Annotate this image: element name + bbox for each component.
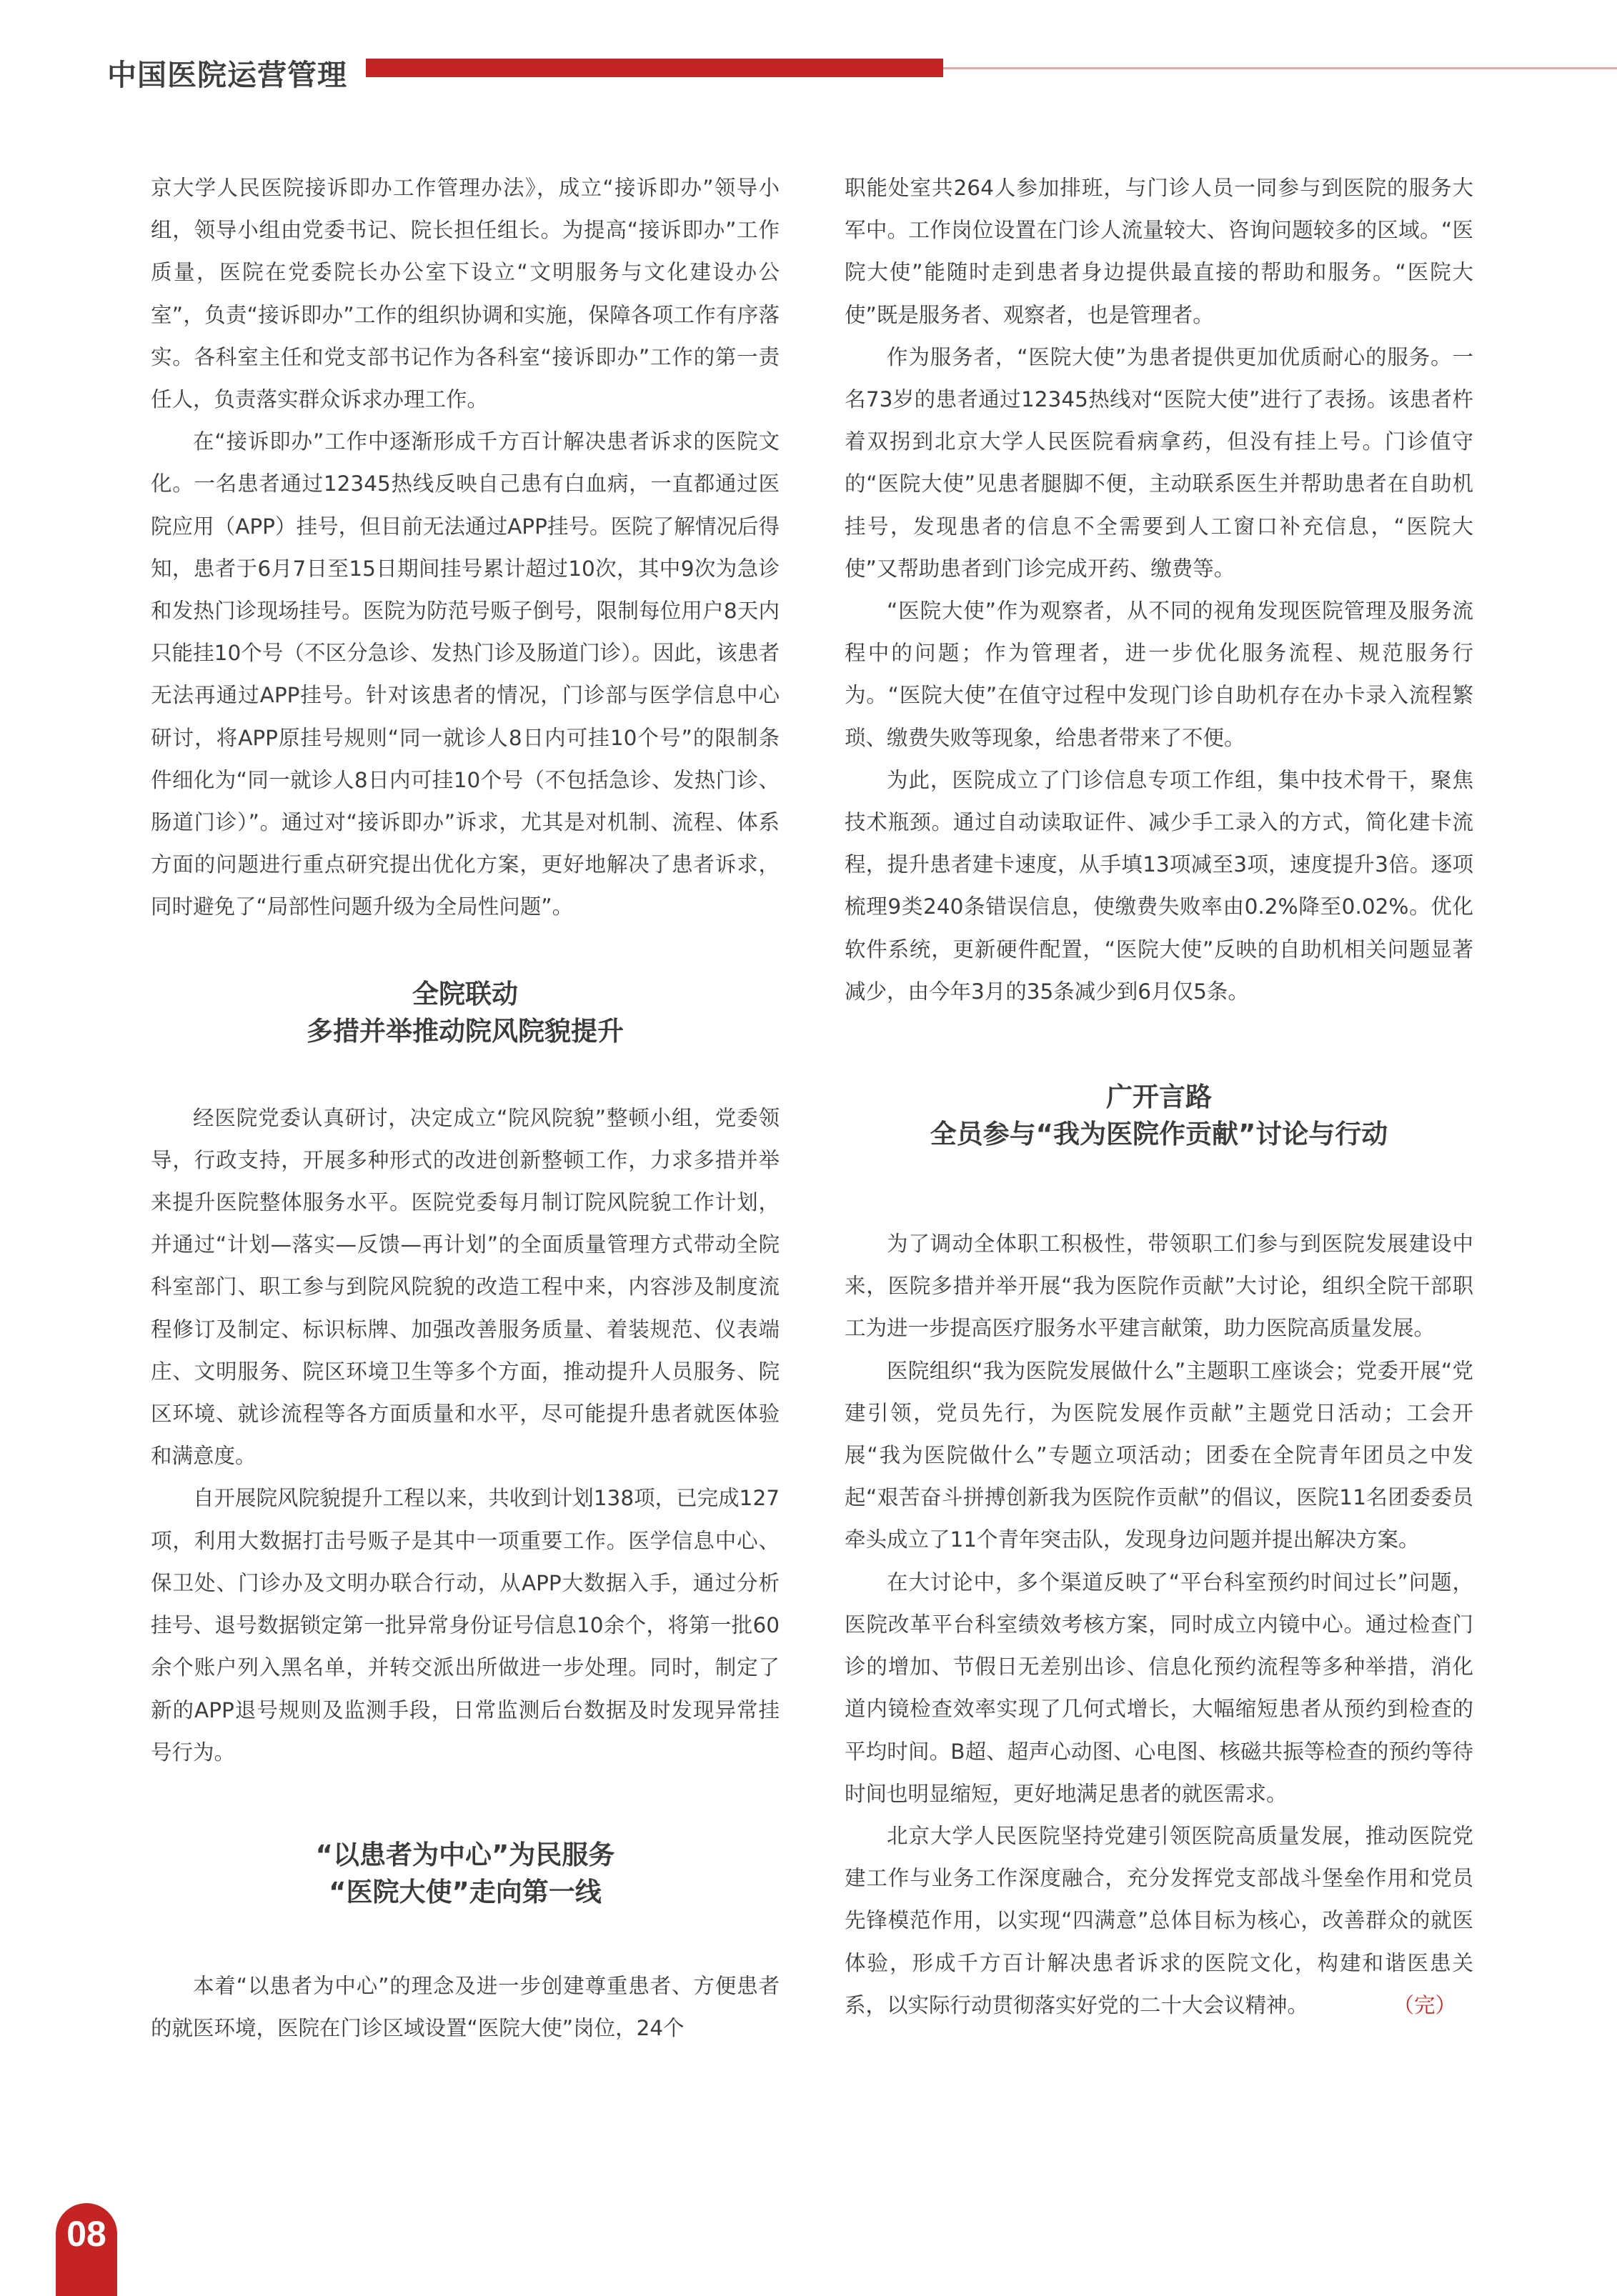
section-heading-line: 全员参与“我为医院作贡献”讨论与行动 — [930, 1119, 1388, 1150]
paragraph: 京大学人民医院接诉即办工作管理办法》，成立“接诉即办”领导小组，领导小组由党委书记、院长担任组长。为提高“接诉即办”工作质量，医院在党委院长办公室下设立“文明服务与文化建设办公室”，负责“接诉即办”工作的组织协调和实施，保障各项工作有序落实。各科室主任和党支部书记作为各科室“接诉即办”工作的第一责任人，负责落实群众诉求办理工作。 — [151, 176, 780, 412]
paragraph: 为此，医院成立了门诊信息专项工作组，集中技术骨干，聚焦技术瓶颈。通过自动读取证件、减少手工录入的方式，简化建卡流程，提升患者建卡速度，从手填13项减至3项，速度提升3倍。逐项梳理9类240条错误信息，使缴费失败率由0.2%降至0.02%。优化软件系统，更新硬件配置，“医院大使”反映的自助机相关问题显著减少，由今年3月的35条减少到6月仅5条。 — [845, 767, 1473, 1004]
section-heading-line: “以患者为中心”为民服务 — [315, 1839, 615, 1870]
paragraph — [845, 1815, 1473, 2027]
left-column — [151, 167, 780, 2050]
section-heading-line: 全院联动 — [412, 978, 518, 1009]
section-heading-line: 多措并举推动院风院貌提升 — [307, 1015, 624, 1047]
paragraph: “医院大使”作为观察者，从不同的视角发现医院管理及服务流程中的问题；作为管理者，进一步优化服务流程、规范服务行为。“医院大使”在值守过程中发现门诊自助机存在办卡录入流程繁琐、缴费失败等现象，给患者带来了不便。 — [845, 599, 1473, 750]
header-accent-bar — [366, 59, 943, 77]
magazine-title: 中国医院运营管理 — [107, 58, 347, 92]
section-heading-line: “医院大使”走向第一线 — [329, 1876, 602, 1907]
section-heading — [845, 1079, 1473, 1153]
page-number: 08 — [66, 2214, 106, 2254]
end-mark: （完） — [1393, 1992, 1456, 2017]
paragraph: 在大讨论中，多个渠道反映了“平台科室预约时间过长”问题，医院改革平台科室绩效考核方案，同时成立内镜中心。通过检查门诊的增加、节假日无差别出诊、信息化预约流程等多种举措，消化道内镜检查效率实现了几何式增长，大幅缩短患者从预约到检查的平均时间。B超、超声心动图、心电图、核磁共振等检查的预约等待时间也明显缩短，更好地满足患者的就医需求。 — [845, 1569, 1473, 1806]
paragraph: 经医院党委认真研讨，决定成立“院风院貌”整顿小组，党委领导，行政支持，开展多种形式的改进创新整顿工作，力求多措并举来提升医院整体服务水平。医院党委每月制订院风院貌工作计划，并通过“计划—落实—反馈—再计划”的全面质量管理方式带动全院科室部门、职工参与到院风院貌的改造工程中来，内容涉及制度流程修订及制定、标识标牌、加强改善服务质量、着装规范、仪表端庄、文明服务、院区环境卫生等多个方面，推动提升人员服务、院区环境、就诊流程等各方面质量和水平，尽可能提升患者就医体验和满意度。 — [151, 1105, 780, 1469]
paragraph: 作为服务者，“医院大使”为患者提供更加优质耐心的服务。一名73岁的患者通过12345热线对“医院大使”进行了表扬。该患者杵着双拐到北京大学人民医院看病拿药，但没有挂上号。门诊值守的“医院大使”见患者腿脚不便，主动联系医生并帮助患者在自助机挂号，发现患者的信息不全需要到人工窗口补充信息，“医院大使”又帮助患者到门诊完成开药、缴费等。 — [845, 344, 1473, 581]
paragraph: 在“接诉即办”工作中逐渐形成千方百计解决患者诉求的医院文化。一名患者通过12345热线反映自己患有白血病，一直都通过医院应用（APP）挂号，但目前无法通过APP挂号。医院了解情况后得知，患者于6月7日至15日期间挂号累计超过10次，其中9次为急诊和发热门诊现场挂号。医院为防范号贩子倒号，限制每位用户8天内只能挂10个号（不区分急诊、发热门诊及肠道门诊）。因此，该患者无法再通过APP挂号。针对该患者的情况，门诊部与医学信息中心研讨，将APP原挂号规则“同一就诊人8日内可挂10个号”的限制条件细化为“同一就诊人8日内可挂10个号（不包括急诊、发热门诊、肠道门诊）”。通过对“接诉即办”诉求，尤其是对机制、流程、体系方面的问题进行重点研究提出优化方案，更好地解决了患者诉求，同时避免了“局部性问题升级为全局性问题”。 — [151, 429, 780, 919]
section-heading — [151, 976, 780, 1050]
paragraph-text: 北京大学人民医院坚持党建引领医院高质量发展，推动医院党建工作与业务工作深度融合，充分发挥党支部战斗堡垒作用和党员先锋模范作用，以实现“四满意”总体目标为核心，改善群众的就医体验，形成千方百计解决患者诉求的医院文化，构建和谐医患关系，以实际行动贯彻落实好党的二十大会议精神。 — [845, 1823, 1473, 2017]
header-rule-line — [943, 67, 1617, 69]
section-heading-line: 广开言路 — [1106, 1082, 1212, 1113]
paragraph: 为了调动全体职工积极性，带领职工们参与到医院发展建设中来，医院多措并举开展“我为医院作贡献”大讨论，组织全院干部职工为进一步提高医疗服务水平建言献策，助力医院高质量发展。 — [845, 1232, 1473, 1341]
section-heading — [151, 1837, 780, 1911]
paragraph: 职能处室共264人参加排班，与门诊人员一同参与到医院的服务大军中。工作岗位设置在门诊人流量较大、咨询问题较多的区域。“医院大使”能随时走到患者身边提供最直接的帮助和服务。“医院大使”既是服务者、观察者，也是管理者。 — [845, 176, 1473, 327]
paragraph: 本着“以患者为中心”的理念及进一步创建尊重患者、方便患者的就医环境，医院在门诊区域设置“医院大使”岗位，24个 — [151, 1973, 780, 2041]
paragraph: 自开展院风院貌提升工程以来，共收到计划138项，已完成127项，利用大数据打击号贩子是其中一项重要工作。医学信息中心、保卫处、门诊办及文明办联合行动，从APP大数据入手，通过分析挂号、退号数据锁定第一批异常身份证号信息10余个，将第一批60余个账户列入黑名单，并转交派出所做进一步处理。同时，制定了新的APP退号规则及监测手段，日常监测后台数据及时发现异常挂号行为。 — [151, 1486, 780, 1765]
paragraph: 医院组织“我为医院发展做什么”主题职工座谈会；党委开展“党建引领，党员先行，为医院发展作贡献”主题党日活动；工会开展“我为医院做什么”专题立项活动；团委在全院青年团员之中发起“艰苦奋斗拼搏创新我为医院作贡献”的倡议，医院11名团委委员牵头成立了11个青年突击队，发现身边问题并提出解决方案。 — [845, 1358, 1473, 1552]
right-column — [845, 167, 1473, 2027]
